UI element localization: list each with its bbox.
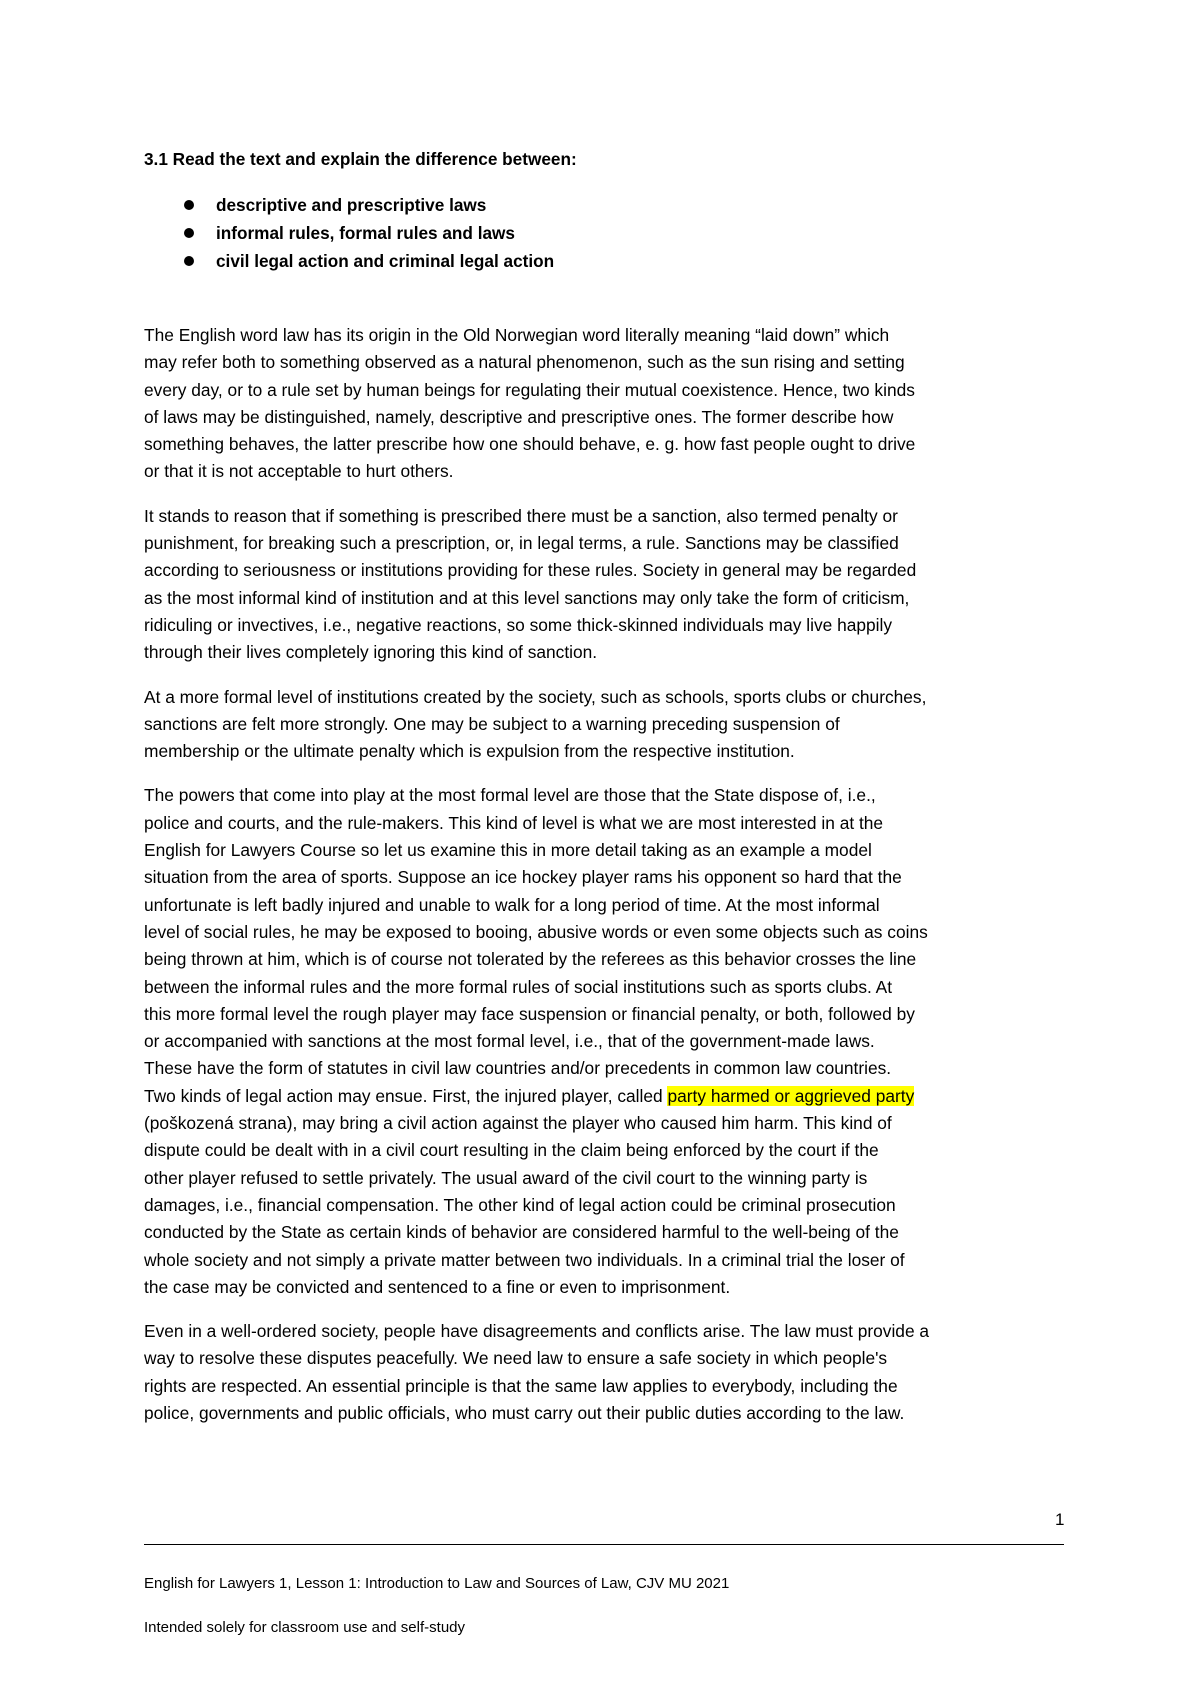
text-line: police, governments and public officials, who must carry out their public duties according to the law. xyxy=(144,1402,905,1423)
text-line: or that it is not acceptable to hurt others. xyxy=(144,461,454,482)
text-line: English for Lawyers Course so let us examine this in more detail taking as an example a model xyxy=(144,840,872,861)
bullet-text: informal rules, formal rules and laws xyxy=(216,223,515,243)
bullet-text: civil legal action and criminal legal action xyxy=(216,251,555,271)
text-line: may refer both to something observed as a natural phenomenon, such as the sun rising and setting xyxy=(144,352,905,373)
text-line: this more formal level the rough player may face suspension or financial penalty, or both, followed by xyxy=(144,1003,915,1024)
text-line: police and courts, and the rule-makers. This kind of level is what we are most interested in at the xyxy=(144,812,884,833)
text-line: The English word law has its origin in the Old Norwegian word literally meaning “laid down” which xyxy=(144,325,890,345)
text-line: membership or the ultimate penalty which is expulsion from the respective institution. xyxy=(144,741,795,762)
list-item xyxy=(144,219,554,247)
text-line: dispute could be dealt with in a civil court resulting in the claim being enforced by the court if the xyxy=(144,1140,879,1161)
text-line: whole society and not simply a private matter between two individuals. In a criminal trial the loser of xyxy=(144,1249,905,1270)
text-line: (poškozená strana), may bring a civil action against the player who caused him harm. This kind of xyxy=(144,1113,892,1134)
text-line: something behaves, the latter prescribe how one should behave, e. g. how fast people ought to drive xyxy=(144,434,916,455)
text-line: rights are respected. An essential principle is that the same law applies to everybody, including the xyxy=(144,1375,898,1396)
text-line: being thrown at him, which is of course not tolerated by the referees as this behavior crosses the line xyxy=(144,949,917,970)
paragraph-formal-institutions xyxy=(144,684,1074,766)
body-text xyxy=(144,322,1074,1444)
bullet-icon xyxy=(184,228,194,238)
text-line: or accompanied with sanctions at the most formal level, i.e., that of the government-made laws. xyxy=(144,1031,875,1052)
text-line: These have the form of statutes in civil law countries and/or precedents in common law countries. xyxy=(144,1058,892,1079)
paragraph-law-origin xyxy=(144,322,1074,486)
text-line: situation from the area of sports. Suppose an ice hockey player rams his opponent so hard that the xyxy=(144,867,902,888)
text-line: other player refused to settle privately. The usual award of the civil court to the winning party is xyxy=(144,1167,868,1188)
text-line: unfortunate is left badly injured and unable to walk for a long period of time. At the most informal xyxy=(144,894,880,915)
text-line: every day, or to a rule set by human beings for regulating their mutual coexistence. Hence, two kinds xyxy=(144,379,915,400)
text-line: The powers that come into play at the most formal level are those that the State dispose of, i.e., xyxy=(144,785,876,806)
text-line: through their lives completely ignoring this kind of sanction. xyxy=(144,642,598,663)
paragraph-need-for-law xyxy=(144,1318,1074,1427)
footer-divider xyxy=(144,1544,1064,1545)
text-line: At a more formal level of institutions created by the society, such as schools, sports clubs or churches, xyxy=(144,686,927,707)
text-line: level of social rules, he may be exposed to booing, abusive words or even some objects such as coins xyxy=(144,921,928,942)
list-item xyxy=(144,191,554,219)
text-line: ridiculing or invectives, i.e., negative reactions, so some thick-skinned individuals may live happily xyxy=(144,614,893,635)
text-line: Even in a well-ordered society, people have disagreements and conflicts arise. The law must provide a xyxy=(144,1321,930,1342)
bullet-icon xyxy=(184,256,194,266)
bullet-text: descriptive and prescriptive laws xyxy=(216,195,487,215)
text-line: damages, i.e., financial compensation. The other kind of legal action could be criminal prosecution xyxy=(144,1194,896,1215)
text-line: as the most informal kind of institution and at this level sanctions may only take the form of criticism, xyxy=(144,587,910,608)
text-line: of laws may be distinguished, namely, descriptive and prescriptive ones. The former describe how xyxy=(144,406,894,427)
list-item xyxy=(144,247,554,275)
text-fragment: Two kinds of legal action may ensue. First, the injured player, called xyxy=(144,1085,668,1106)
paragraph-sanctions xyxy=(144,503,1074,667)
paragraph-state-powers xyxy=(144,782,1074,1301)
text-line: according to seriousness or institutions providing for these rules. Society in general may be regarded xyxy=(144,560,917,581)
text-line: the case may be convicted and sentenced to a fine or even to imprisonment. xyxy=(144,1276,731,1297)
text-line: sanctions are felt more strongly. One may be subject to a warning preceding suspension of xyxy=(144,713,840,734)
exercise-heading: 3.1 Read the text and explain the difference between: xyxy=(144,149,577,169)
exercise-bullet-list xyxy=(144,191,554,275)
bullet-icon xyxy=(184,200,194,210)
highlighted-term: party harmed or aggrieved party xyxy=(667,1085,915,1106)
text-line: way to resolve these disputes peacefully. We need law to ensure a safe society in which people's xyxy=(144,1348,888,1369)
footer-course-info: English for Lawyers 1, Lesson 1: Introduction to Law and Sources of Law, CJV MU 2021 xyxy=(144,1575,730,1592)
page-number: 1 xyxy=(1055,1510,1065,1529)
footer-usage-note: Intended solely for classroom use and self-study xyxy=(144,1619,465,1636)
text-line: conducted by the State as certain kinds of behavior are considered harmful to the well-being of the xyxy=(144,1222,899,1243)
text-line: It stands to reason that if something is prescribed there must be a sanction, also termed penalty or xyxy=(144,505,898,526)
text-line-with-highlight xyxy=(144,1083,1074,1110)
text-line: punishment, for breaking such a prescription, or, in legal terms, a rule. Sanctions may be classified xyxy=(144,533,899,554)
text-line: between the informal rules and the more formal rules of social institutions such as sports clubs. At xyxy=(144,976,893,997)
